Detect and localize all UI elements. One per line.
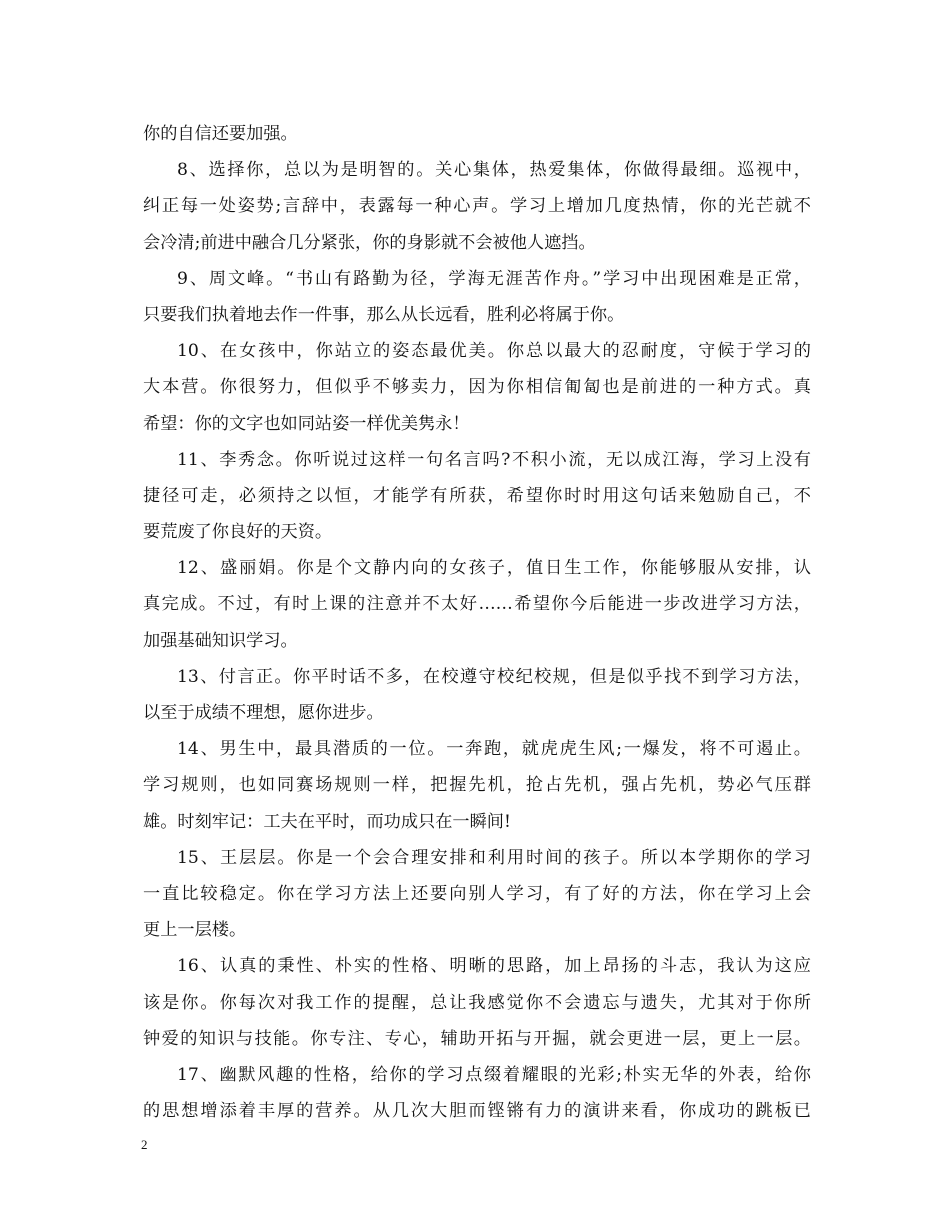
text-line: 真完成。不过，有时上课的注意并不太好……希望你今后能进一步改进学习方法， [143, 594, 811, 615]
text-line: 大本营。你很努力，但似乎不够卖力，因为你相信匍匐也是前进的一种方式。真 [143, 377, 811, 398]
text-line: 更上一层楼。 [143, 920, 247, 941]
text-line: 要荒废了你良好的天资。 [143, 522, 333, 543]
text-line: 8、选择你，总以为是明智的。关心集体，热爱集体，你做得最细。巡视中， [177, 160, 811, 181]
text-line: 该是你。你每次对我工作的提醒，总让我感觉你不会遗忘与遗失，尤其对于你所 [143, 992, 811, 1013]
text-line: 10、在女孩中，你站立的姿态最优美。你总以最大的忍耐度，守候于学习的 [177, 341, 811, 362]
text-line: 14、男生中，最具潜质的一位。一奔跑，就虎虎生风;一爆发，将不可遏止。 [177, 739, 811, 760]
text-line: 加强基础知识学习。 [143, 630, 298, 651]
text-line: 一直比较稳定。你在学习方法上还要向别人学习，有了好的方法，你在学习上会 [143, 883, 811, 904]
text-line: 17、幽默风趣的性格，给你的学习点缀着耀眼的光彩;朴实无华的外表，给你 [177, 1064, 811, 1085]
text-line: 钟爱的知识与技能。你专注、专心，辅助开拓与开掘，就会更进一层，更上一层。 [143, 1028, 811, 1049]
text-line: 雄。时刻牢记：工夫在平时，而功成只在一瞬间! [143, 811, 511, 832]
text-line: 会冷清;前进中融合几分紧张，你的身影就不会被他人遮挡。 [143, 232, 596, 253]
text-line: 纠正每一处姿势;言辞中，表露每一种心声。学习上增加几度热情，你的光芒就不 [143, 196, 811, 217]
text-line: 15、王层层。你是一个会合理安排和利用时间的孩子。所以本学期你的学习 [177, 847, 811, 868]
text-line: 捷径可走，必须持之以恒，才能学有所获，希望你时时用这句话来勉励自己，不 [143, 485, 811, 506]
page-number: 2 [141, 1137, 148, 1152]
text-line: 以至于成绩不理想，愿你进步。 [143, 703, 384, 723]
text-line: 11、李秀念。你听说过这样一句名言吗?不积小流，无以成江海，学习上没有 [177, 449, 811, 470]
text-line: 学习规则，也如同赛场规则一样，把握先机，抢占先机，强占先机，势必气压群 [143, 775, 811, 796]
text-line: 只要我们执着地去作一件事，那么从长远看，胜利必将属于你。 [143, 304, 625, 325]
document-body [143, 116, 811, 1129]
text-line: 12、盛丽娟。你是个文静内向的女孩子，值日生工作，你能够服从安排，认 [177, 558, 811, 579]
text-line: 希望：你的文字也如同站姿一样优美隽永！ [143, 413, 470, 434]
text-line: 9、周文峰。“书山有路勤为径，学海无涯苦作舟。”学习中出现困难是正常， [177, 268, 811, 289]
text-line: 你的自信还要加强。 [143, 124, 298, 144]
text-line: 13、付言正。你平时话不多，在校遵守校纪校规，但是似乎找不到学习方法， [177, 666, 811, 687]
text-line: 的思想增添着丰厚的营养。从几次大胆而铿锵有力的演讲来看，你成功的跳板已 [143, 1101, 811, 1122]
text-line: 16、认真的秉性、朴实的性格、明晰的思路，加上昂扬的斗志，我认为这应 [177, 956, 811, 977]
